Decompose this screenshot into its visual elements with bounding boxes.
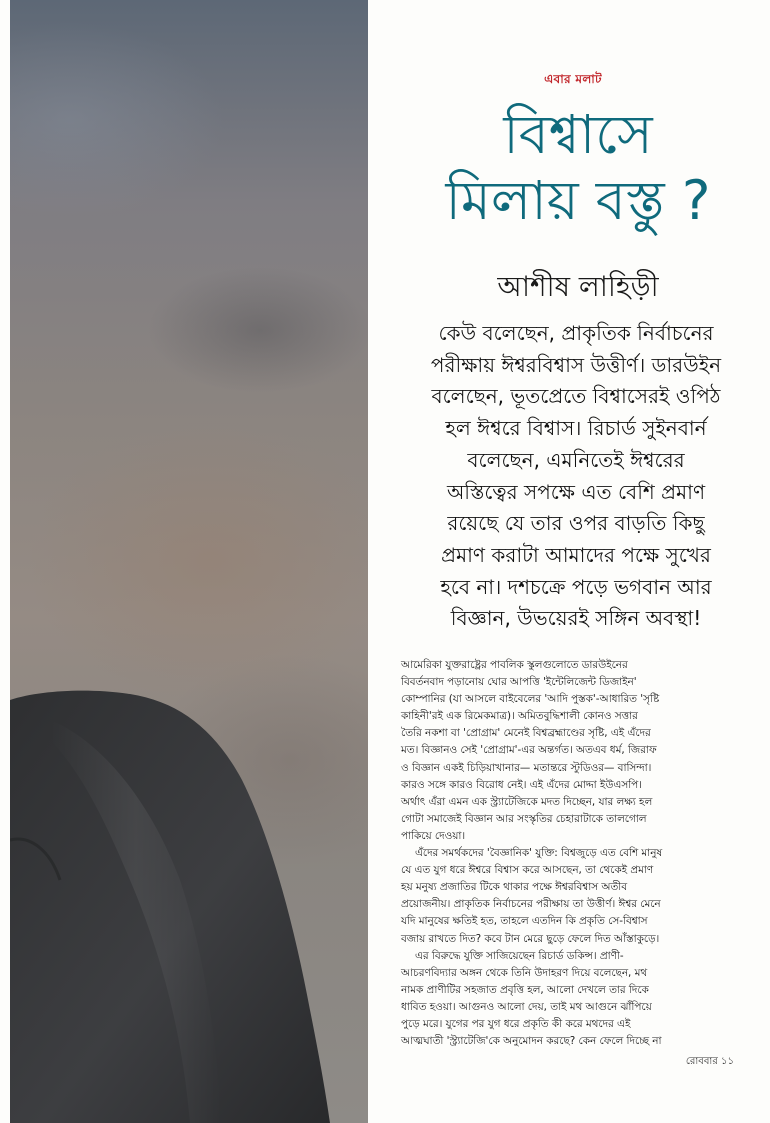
- section-kicker: এবার মলাট: [544, 72, 602, 86]
- standfirst-line: রয়েছে যে তার ওপর বাড়তি কিছু: [447, 511, 705, 536]
- body-line: মত। বিজ্ঞানও সেই 'প্রোগ্রাম'-এর অন্তর্গত। অতএব ধর্ম, জিরাফ: [401, 744, 657, 757]
- standfirst-line: প্রমাণ করাটা আমাদের পক্ষে সুখের: [441, 542, 711, 567]
- body-line: আচরণবিদ্যার অঙ্গন থেকে তিনি উদাহরণ দিয়ে বলেছেন, মথ: [401, 966, 648, 979]
- page-folio: রোববার ১১: [685, 1056, 734, 1067]
- body-line: এর বিরুদ্ধে যুক্তি সাজিয়েছেন রিচার্ড ডকিন্স। প্রাণী-: [415, 949, 624, 962]
- standfirst-line: পরীক্ষায় ঈশ্বরবিশ্বাস উত্তীর্ণ। ডারউইন: [430, 352, 722, 377]
- body-line: নামক প্রাণীটির সহজাত প্রবৃত্তি হল, আলো দেখলে তার দিকে: [401, 983, 649, 996]
- standfirst-line: বলেছেন, এমনিতেই ঈশ্বরের: [467, 447, 685, 472]
- body-line: বজায় রাখতে দিত? কবে টান মেরে ছুড়ে ফেলে দিত আঁস্তাকুড়ে।: [401, 932, 660, 945]
- body-line: যদি মানুষের ক্ষতিই হত, তাহলে এতদিন কি প্রকৃতি সে-বিশ্বাস: [401, 915, 648, 928]
- standfirst: [396, 318, 756, 635]
- article-column: [368, 0, 770, 1123]
- body-line: গোটা সমাজেই বিজ্ঞান আর সংস্কৃতির চেহারাটাকে তালগোল: [401, 812, 647, 825]
- standfirst-line: অস্তিত্বের সপক্ষে এত বেশি প্রমাণ: [446, 479, 706, 504]
- standfirst-line: বলেছেন, ভূতপ্রেতে বিশ্বাসেরই ওপিঠ: [431, 384, 721, 409]
- title-line-2: মিলায় বস্তু ?: [445, 169, 711, 232]
- body-line: ও বিজ্ঞান একই চিড়িয়াখানার— মতান্তরে স্টুডিওর— বাসিন্দা।: [401, 761, 652, 774]
- body-line: তৈরি নকশা বা 'প্রোগ্রাম' মেনেই বিশ্বব্রহ্মাণ্ডের সৃষ্টি, এই এঁদের: [401, 727, 651, 740]
- body-line: কারও সঙ্গে কারও বিরোধ নেই। এই এঁদের মোদ্দা ইউএসপি।: [401, 778, 642, 791]
- title-line-1: বিশ্বাসে: [503, 103, 653, 166]
- standfirst-line: হল ঈশ্বরে বিশ্বাস। রিচার্ড সুইনবার্ন: [445, 416, 707, 441]
- body-line: ধাবিত হওয়া। আগুনও আলো দেয়, তাই মথ আগুনে ঝাঁপিয়ে: [401, 1000, 652, 1013]
- body-line: অর্থাৎ এঁরা এমন এক স্ট্র্যাটেজিকে মদত দিচ্ছেন, যার লক্ষ্য হল: [401, 795, 653, 808]
- body-line: বিবর্তনবাদ পড়ানোয় ঘোর আপত্তি 'ইন্টেলিজেন্ট ডিজাইন': [401, 676, 637, 689]
- body-line: আত্মঘাতী 'স্ট্র্যাটেজি'কে অনুমোদন করছে? কেন ফেলে দিচ্ছে না: [401, 1035, 662, 1048]
- body-line: এঁদের সমর্থকদের 'বৈজ্ঞানিক' যুক্তি: বিশ্বজুড়ে এত বেশি মানুষ: [415, 847, 663, 860]
- body-line: যে এত যুগ ধরে ঈশ্বরে বিশ্বাস করে আসছেন, তা থেকেই প্রমাণ: [401, 864, 654, 877]
- author-byline: আশীষ লাহিড়ী: [497, 270, 659, 303]
- body-line: প্রয়োজনীয়। প্রাকৃতিক নির্বাচনের পরীক্ষায় তা উত্তীর্ণ। ঈশ্বর মেনে: [401, 898, 661, 911]
- article-title: [428, 102, 728, 234]
- cover-photo-shapes: [10, 0, 368, 1123]
- article-body: [401, 657, 731, 1050]
- body-line: কোম্পানির (যা আসলে বাইবেলের 'আদি পুস্তক'-আধারিত 'সৃষ্টি: [401, 693, 660, 706]
- cover-photo: [10, 0, 368, 1123]
- body-line: পাকিয়ে দেওয়া।: [401, 829, 466, 842]
- standfirst-line: হবে না। দশচক্রে পড়ে ভগবান আর: [440, 574, 712, 599]
- standfirst-line: কেউ বলেছেন, প্রাকৃতিক নির্বাচনের: [438, 321, 714, 345]
- body-line: কাহিনী'রই এক রিমেকমাত্র)। অমিতবুদ্ধিশালী কোনও সত্তার: [401, 710, 638, 723]
- body-line: আমেরিকা যুক্তরাষ্ট্রের পাবলিক স্কুলগুলোতে ডারউইনের: [401, 659, 628, 671]
- body-line: পুড়ে মরে। যুগের পর যুগ ধরে প্রকৃতি কী করে মথদের এই: [401, 1017, 631, 1030]
- standfirst-line: বিজ্ঞান, উভয়েরই সঙ্গিন অবস্থা!: [450, 606, 702, 631]
- body-line: হয় মনুষ্য প্রজাতির টিকে থাকার পক্ষে ঈশ্বরবিশ্বাস অতীব: [401, 881, 627, 894]
